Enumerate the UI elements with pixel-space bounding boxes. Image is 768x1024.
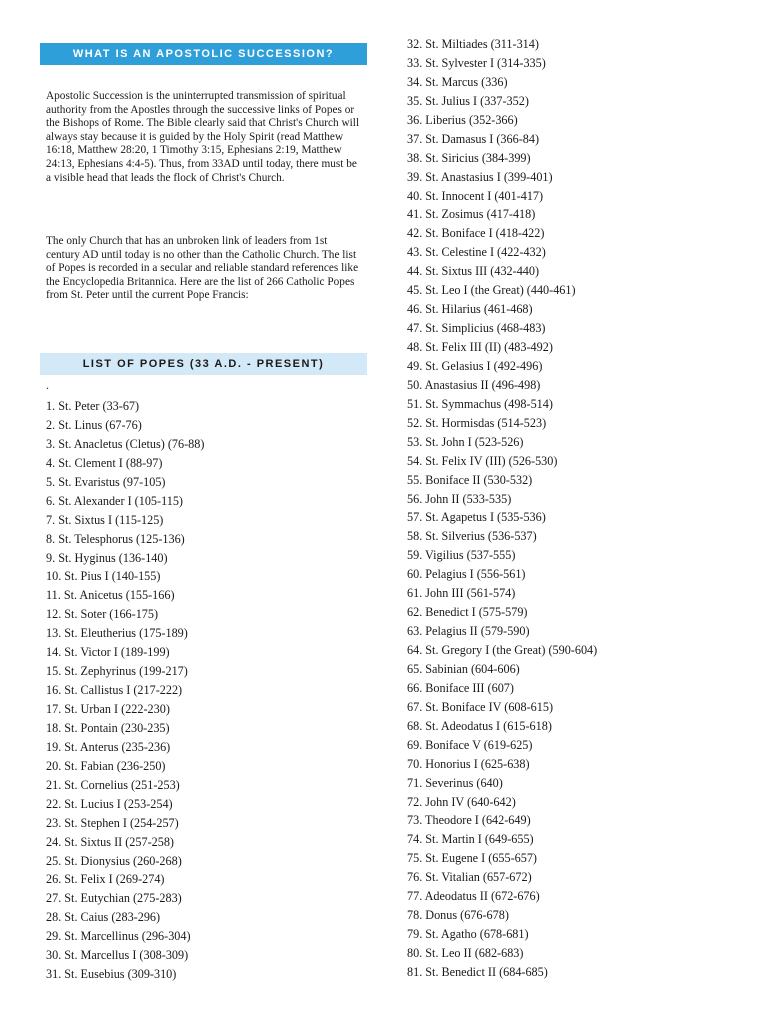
pope-list-item: 17. St. Urban I (222-230)	[46, 702, 170, 716]
pope-list-item: 30. St. Marcellus I (308-309)	[46, 948, 189, 963]
pope-list-item: 45. St. Leo I (the Great) (440-461)	[407, 283, 576, 298]
pope-list-item: 1. St. Peter (33-67)	[46, 399, 140, 413]
pope-list-item: 4. St. Clement I (88-97)	[46, 455, 163, 470]
pope-list-item: 68. St. Adeodatus I (615-618)	[407, 718, 552, 733]
pope-list-item: 35. St. Julius I (337-352)	[407, 93, 529, 108]
pope-list-item: 58. St. Silverius (536-537)	[407, 529, 537, 544]
pope-list-item: 43. St. Celestine I (422-432)	[407, 245, 546, 260]
pope-list-item: 13. St. Eleutherius (175-189)	[46, 626, 188, 641]
pope-list-item: 41. St. Zosimus (417-418)	[407, 207, 536, 222]
pope-list-item: 64. St. Gregory I (the Great) (590-604)	[407, 643, 598, 657]
pope-list-item: 14. St. Victor I (189-199)	[46, 645, 170, 660]
pope-list-item: 9. St. Hyginus (136-140)	[46, 550, 168, 565]
pope-list-item: 20. St. Fabian (236-250)	[46, 758, 166, 773]
pope-list-item: 26. St. Felix I (269-274)	[46, 872, 165, 887]
pope-list-item: 24. St. Sixtus II (257-258)	[46, 834, 174, 849]
pope-list-item: 54. St. Felix IV (III) (526-530)	[407, 453, 558, 468]
pope-list-item: 67. St. Boniface IV (608-615)	[407, 699, 553, 714]
pope-list-item: 65. Sabinian (604-606)	[407, 661, 520, 676]
pope-list-item: 80. St. Leo II (682-683)	[407, 946, 524, 960]
pope-list-item: 53. St. John I (523-526)	[407, 434, 524, 449]
pope-list-item: 33. St. Sylvester I (314-335)	[407, 55, 546, 70]
pope-list-item: 34. St. Marcus (336)	[407, 74, 508, 89]
pope-list-item: 77. Adeodatus II (672-676)	[407, 889, 540, 904]
pope-list-item: 15. St. Zephyrinus (199-217)	[46, 664, 188, 679]
pope-list-item: 39. St. Anastasius I (399-401)	[407, 169, 553, 184]
pope-list-item: 71. Severinus (640)	[407, 775, 503, 790]
pope-list-item: 44. St. Sixtus III (432-440)	[407, 264, 540, 279]
pope-list-item: 48. St. Felix III (II) (483-492)	[407, 340, 553, 354]
pope-list-item: 66. Boniface III (607)	[407, 680, 514, 695]
pope-list-item: 22. St. Lucius I (253-254)	[46, 796, 173, 811]
pope-list-item: 21. St. Cornelius (251-253)	[46, 777, 180, 792]
pope-list-item: 8. St. Telesphorus (125-136)	[46, 531, 185, 546]
pope-list-item: 72. John IV (640-642)	[407, 794, 516, 809]
pope-list-item: 50. Anastasius II (496-498)	[407, 377, 541, 392]
pope-list-item: 5. St. Evaristus (97-105)	[46, 474, 166, 489]
pope-list-item: 37. St. Damasus I (366-84)	[407, 131, 540, 146]
pope-list-item: 16. St. Callistus I (217-222)	[46, 683, 183, 698]
pope-list-item: 7. St. Sixtus I (115-125)	[46, 512, 164, 527]
pope-list-item: 59. Vigilius (537-555)	[407, 548, 516, 563]
pope-list-item: 69. Boniface V (619-625)	[407, 737, 533, 752]
pope-list-item: 11. St. Anicetus (155-166)	[46, 588, 175, 603]
pope-list-item: 81. St. Benedict II (684-685)	[407, 964, 548, 979]
pope-list-left	[46, 397, 204, 984]
pope-list-item: 29. St. Marcellinus (296-304)	[46, 929, 191, 944]
pope-list-item: 40. St. Innocent I (401-417)	[407, 188, 544, 203]
pope-list-item: 28. St. Caius (283-296)	[46, 910, 161, 925]
pope-list-item: 78. Donus (676-678)	[407, 908, 509, 923]
pope-list-item: 36. Liberius (352-366)	[407, 112, 518, 127]
pope-list-item: 32. St. Miltiades (311-314)	[407, 37, 539, 51]
pope-list-item: 47. St. Simplicius (468-483)	[407, 321, 546, 336]
pope-list-item: 27. St. Eutychian (275-283)	[46, 891, 182, 906]
pope-list-item: 19. St. Anterus (235-236)	[46, 739, 171, 754]
pope-list-item: 23. St. Stephen I (254-257)	[46, 815, 179, 830]
apostolic-succession-heading: WHAT IS AN APOSTOLIC SUCCESSION?	[40, 43, 367, 65]
pope-list-item: 25. St. Dionysius (260-268)	[46, 853, 182, 868]
pope-list-item: 38. St. Siricius (384-399)	[407, 150, 531, 165]
pope-list-item: 2. St. Linus (67-76)	[46, 417, 142, 432]
pope-list-item: 10. St. Pius I (140-155)	[46, 569, 161, 584]
intro-paragraph: Apostolic Succession is the uninterrupted transmission of spiritual authority from the Apostles through the successive links of Popes or the Bishops of Rome. The Bible clearly said that Christ's Church will always stay because it is guided by the Holy Spirit (read Matthew 16:18, Matthew 28:20, 1 Timothy 3:15, Ephesians 2:19, Matthew 24:13, Ephesians 4:4-5). Thus, from 33AD until today, there must be a visible head that leads the flock of Christ's Church.	[46, 90, 360, 184]
pope-list-item: 6. St. Alexander I (105-115)	[46, 493, 183, 508]
pope-list-item: 74. St. Martin I (649-655)	[407, 832, 534, 847]
pope-list-item: 61. John III (561-574)	[407, 586, 516, 601]
pope-list-item: 76. St. Vitalian (657-672)	[407, 870, 532, 885]
pope-list-right	[407, 35, 597, 982]
pope-list-item: 57. St. Agapetus I (535-536)	[407, 510, 546, 525]
pope-list-item: 55. Boniface II (530-532)	[407, 472, 533, 487]
pope-list-item: 63. Pelagius II (579-590)	[407, 624, 530, 639]
pope-list-item: 3. St. Anacletus (Cletus) (76-88)	[46, 436, 205, 451]
pope-list-item: 49. St. Gelasius I (492-496)	[407, 358, 543, 373]
pope-list-item: 73. Theodore I (642-649)	[407, 813, 531, 828]
pope-list-item: 56. John II (533-535)	[407, 491, 512, 506]
pope-list-item: 18. St. Pontain (230-235)	[46, 720, 170, 735]
pope-list-item: 12. St. Soter (166-175)	[46, 607, 159, 622]
pope-list-item: 42. St. Boniface I (418-422)	[407, 226, 545, 241]
catholic-church-paragraph: The only Church that has an unbroken link of leaders from 1st century AD until today is no other than the Catholic Church. The list of Popes is recorded in a secular and reliable standard references like the Encyclopedia Britannica. Here are the list of 266 Catholic Popes from St. Peter until the current Pope Francis:	[46, 235, 359, 302]
list-of-popes-heading: LIST OF POPES (33 A.D. - PRESENT)	[40, 353, 367, 375]
pope-list-item: 51. St. Symmachus (498-514)	[407, 396, 553, 411]
pope-list-item: 62. Benedict I (575-579)	[407, 605, 528, 620]
pope-list-item: 79. St. Agatho (678-681)	[407, 927, 529, 942]
pope-list-item: 52. St. Hormisdas (514-523)	[407, 415, 547, 430]
pope-list-item: 46. St. Hilarius (461-468)	[407, 302, 533, 317]
pope-list-item: 70. Honorius I (625-638)	[407, 756, 530, 771]
pope-list-item: 75. St. Eugene I (655-657)	[407, 851, 537, 866]
list-marker: .	[46, 378, 49, 392]
pope-list-item: 60. Pelagius I (556-561)	[407, 567, 526, 582]
pope-list-item: 31. St. Eusebius (309-310)	[46, 967, 177, 982]
